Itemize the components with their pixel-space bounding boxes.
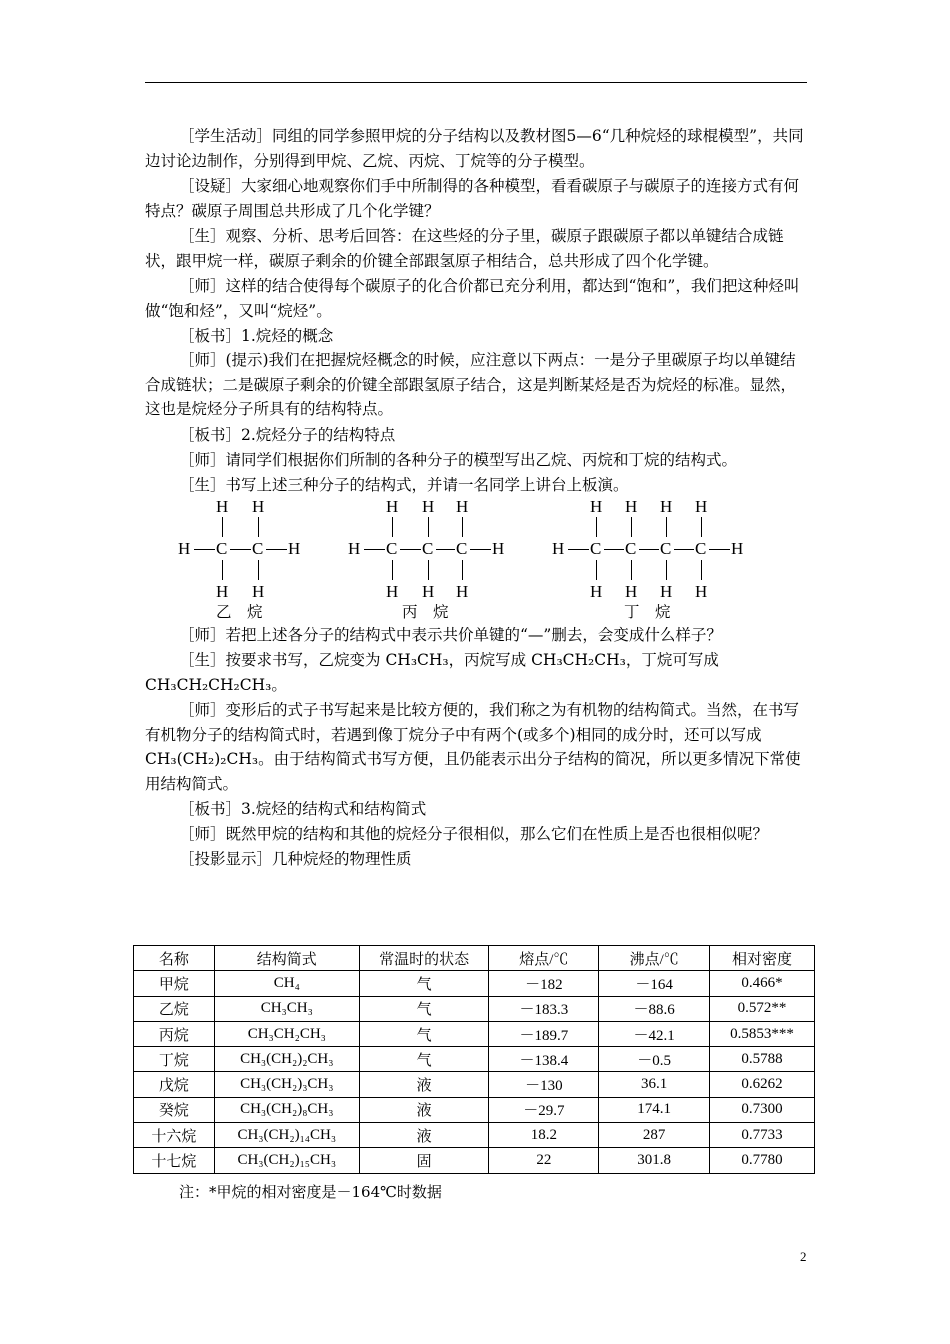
bond [674, 549, 694, 550]
cell-melting-point: －138.4 [489, 1047, 599, 1072]
h-atom: H [456, 497, 469, 516]
cell-name: 乙烷 [134, 996, 215, 1021]
cell-melting-point: －183.3 [489, 996, 599, 1021]
cell-melting-point: －189.7 [489, 1021, 599, 1046]
bond [604, 549, 624, 550]
para-teacher-saturated: ［师］这样的结合使得每个碳原子的化合价都已充分利用，都达到“饱和”，我们把这种烃叫做“饱和烃”，又叫“烷烃”。 [145, 277, 800, 320]
para-teacher-hint: ［师］(提示)我们在把握烷烃概念的时候，应注意以下两点：一是分子里碳原子均以单键结合成链状；二是碳原子剩余的价键全部跟氢原子结合，这是判断某烃是否为烷烃的标准。显然，这也是烷烃分子所具有的结构特点。 [145, 351, 797, 419]
cell-name: 戊烷 [134, 1072, 215, 1097]
cell-formula: CH₃CH₂CH₃ [214, 1021, 359, 1046]
cell-state: 固 [359, 1148, 489, 1173]
cell-formula: CH₃(CH₂)₈CH₃ [214, 1097, 359, 1122]
bond [709, 549, 730, 550]
page-number: 2 [800, 1249, 807, 1264]
cell-boiling-point: －0.5 [599, 1047, 710, 1072]
bond [631, 517, 632, 537]
cell-name: 丁烷 [134, 1047, 215, 1072]
c-atom: C [456, 539, 468, 558]
cell-density: 0.6262 [710, 1072, 815, 1097]
cell-formula: CH₄ [214, 971, 359, 996]
table-header-row [134, 946, 815, 971]
c-atom: C [216, 539, 228, 558]
c-atom: C [252, 539, 264, 558]
cell-state: 液 [359, 1097, 489, 1122]
bond [230, 549, 251, 550]
cell-boiling-point: －164 [599, 971, 710, 996]
para-question: ［设疑］大家细心地观察你们手中所制得的各种模型，看看碳原子与碳原子的连接方式有何特点？碳原子周围总共形成了几个化学键？ [145, 177, 800, 220]
header-rule [145, 82, 807, 83]
bond [462, 560, 463, 580]
h-atom: H [216, 582, 229, 601]
h-atom: H [695, 497, 708, 516]
cell-boiling-point: －88.6 [599, 996, 710, 1021]
table-row [134, 1047, 815, 1072]
column-header: 常温时的状态 [359, 946, 489, 971]
bond [568, 549, 589, 550]
cell-state: 气 [359, 1021, 489, 1046]
cell-name: 癸烷 [134, 1097, 215, 1122]
bond [596, 517, 597, 537]
cell-name: 丙烷 [134, 1021, 215, 1046]
bond [470, 549, 491, 550]
para-student-answer: ［生］观察、分析、思考后回答：在这些烃的分子里，碳原子跟碳原子都以单键结合成链状，跟甲烷一样，碳原子剩余的价键全部跟氢原子相结合，总共形成了四个化学键。 [145, 227, 784, 270]
bond [596, 560, 597, 580]
bond [222, 560, 223, 580]
bond [400, 549, 421, 550]
cell-boiling-point: 301.8 [599, 1148, 710, 1173]
bond [436, 549, 455, 550]
bond [701, 560, 702, 580]
molecule-name-butane: 丁 烷 [624, 603, 671, 621]
h-atom: H [178, 539, 191, 558]
cell-name: 甲烷 [134, 971, 215, 996]
bond [258, 560, 259, 580]
h-atom: H [422, 582, 435, 601]
cell-density: 0.7300 [710, 1097, 815, 1122]
cell-state: 气 [359, 1047, 489, 1072]
cell-formula: CH₃(CH₂)₁₅CH₃ [214, 1148, 359, 1173]
column-header: 结构简式 [214, 946, 359, 971]
h-atom: H [456, 582, 469, 601]
h-atom: H [731, 539, 744, 558]
cell-state: 液 [359, 1123, 489, 1148]
h-atom: H [660, 582, 673, 601]
alkane-properties-table [133, 945, 815, 1174]
projection-heading: ［投影显示］几种烷烃的物理性质 [179, 850, 412, 868]
bond [462, 517, 463, 537]
table-row [134, 1072, 815, 1097]
column-header: 名称 [134, 946, 215, 971]
cell-melting-point: 18.2 [489, 1123, 599, 1148]
para-teacher-similar: ［师］既然甲烷的结构和其他的烷烃分子很相似，那么它们在性质上是否也很相似呢？ [179, 825, 769, 843]
cell-formula: CH₃(CH₂)₂CH₃ [214, 1047, 359, 1072]
h-atom: H [252, 582, 265, 601]
bond [428, 560, 429, 580]
cell-name: 十七烷 [134, 1148, 215, 1173]
formula-butane: CH₃CH₂CH₂CH₃ [145, 675, 272, 694]
board-heading-3: ［板书］3.烷烃的结构式和结构简式 [179, 800, 427, 818]
cell-density: 0.7733 [710, 1123, 815, 1148]
c-atom: C [695, 539, 707, 558]
c-atom: C [590, 539, 602, 558]
c-atom: C [625, 539, 637, 558]
molecule-name-propane: 丙 烷 [402, 603, 449, 621]
cell-boiling-point: 174.1 [599, 1097, 710, 1122]
board-heading-2: ［板书］2.烷烃分子的结构特点 [179, 426, 396, 444]
h-atom: H [552, 539, 565, 558]
para-teacher-request: ［师］请同学们根据你们所制的各种分子的模型写出乙烷、丙烷和丁烷的结构式。 [179, 451, 738, 469]
c-atom: C [422, 539, 434, 558]
bond [194, 549, 215, 550]
formula-butane-condensed: CH₃(CH₂)₂CH₃ [145, 750, 259, 769]
h-atom: H [348, 539, 361, 558]
h-atom: H [288, 539, 301, 558]
column-header: 相对密度 [710, 946, 815, 971]
table-row [134, 1123, 815, 1148]
bond [701, 517, 702, 537]
table-row [134, 1097, 815, 1122]
table-row [134, 996, 815, 1021]
cell-density: 0.5788 [710, 1047, 815, 1072]
h-atom: H [695, 582, 708, 601]
cell-state: 气 [359, 996, 489, 1021]
c-atom: C [660, 539, 672, 558]
h-atom: H [422, 497, 435, 516]
table-row [134, 1021, 815, 1046]
cell-state: 气 [359, 971, 489, 996]
cell-state: 液 [359, 1072, 489, 1097]
h-atom: H [492, 539, 505, 558]
para-teacher-question: ［师］若把上述各分子的结构式中表示共价单键的“—”删去，会变成什么样子？ [179, 626, 722, 644]
c-atom: C [386, 539, 398, 558]
bond [364, 549, 385, 550]
para-student-activity: ［学生活动］同组的同学参照甲烷的分子结构以及教材图5—6“几种烷烃的球棍模型”，共同边讨论边制作，分别得到甲烷、乙烷、丙烷、丁烷等的分子模型。 [145, 127, 804, 170]
h-atom: H [660, 497, 673, 516]
cell-formula: CH₃(CH₂)₃CH₃ [214, 1072, 359, 1097]
bond [266, 549, 287, 550]
column-header: 熔点/℃ [489, 946, 599, 971]
h-atom: H [386, 582, 399, 601]
formula-propane: CH₃CH₂CH₃ [531, 651, 626, 669]
para-teacher-simplified: ［师］变形后的式子书写起来是比较方便的，我们称之为有机物的结构简式。当然，在书写有机物分子的结构简式时，若遇到像丁烷分子中有两个(或多个)相同的成分时，还可以写成 CH₃(CH₂)₂CH₃。由于结构简式书写方便，且仍能表示出分子结构的简况，所以更多情况下常使用结构简式。 [145, 701, 801, 793]
cell-melting-point: －29.7 [489, 1097, 599, 1122]
cell-name: 十六烷 [134, 1123, 215, 1148]
molecule-name-ethane: 乙 烷 [216, 603, 263, 621]
bond [392, 517, 393, 537]
cell-density: 0.466* [710, 971, 815, 996]
cell-boiling-point: －42.1 [599, 1021, 710, 1046]
column-header: 沸点/℃ [599, 946, 710, 971]
cell-formula: CH₃(CH₂)₁₄CH₃ [214, 1123, 359, 1148]
cell-density: 0.5853*** [710, 1021, 815, 1046]
h-atom: H [386, 497, 399, 516]
bond [392, 560, 393, 580]
bond [666, 560, 667, 580]
h-atom: H [216, 497, 229, 516]
bond [666, 517, 667, 537]
para-student-write: ［生］书写上述三种分子的结构式，并请一名同学上讲台上板演。 [179, 476, 629, 494]
bond [639, 549, 659, 550]
butane-structure [550, 497, 950, 623]
cell-boiling-point: 36.1 [599, 1072, 710, 1097]
cell-density: 0.7780 [710, 1148, 815, 1173]
h-atom: H [252, 497, 265, 516]
para-student-formulas: ［生］按要求书写，乙烷变为 CH₃CH₃，丙烷写成 CH₃CH₂CH₃，丁烷可写成 CH₃CH₂CH₂CH₃。 [145, 651, 719, 694]
cell-formula: CH₃CH₃ [214, 996, 359, 1021]
table-footnote: 注：*甲烷的相对密度是－164℃时数据 [179, 1183, 442, 1201]
h-atom: H [625, 497, 638, 516]
h-atom: H [625, 582, 638, 601]
h-atom: H [590, 582, 603, 601]
cell-melting-point: －130 [489, 1072, 599, 1097]
bond [428, 517, 429, 537]
cell-density: 0.572** [710, 996, 815, 1021]
h-atom: H [590, 497, 603, 516]
table-row [134, 1148, 815, 1173]
formula-ethane: CH₃CH₃ [385, 651, 449, 669]
cell-melting-point: －182 [489, 971, 599, 996]
table-row [134, 971, 815, 996]
bond [631, 560, 632, 580]
cell-boiling-point: 287 [599, 1123, 710, 1148]
cell-melting-point: 22 [489, 1148, 599, 1173]
board-heading-1: ［板书］1.烷烃的概念 [179, 327, 334, 345]
bond [222, 517, 223, 537]
bond [258, 517, 259, 537]
